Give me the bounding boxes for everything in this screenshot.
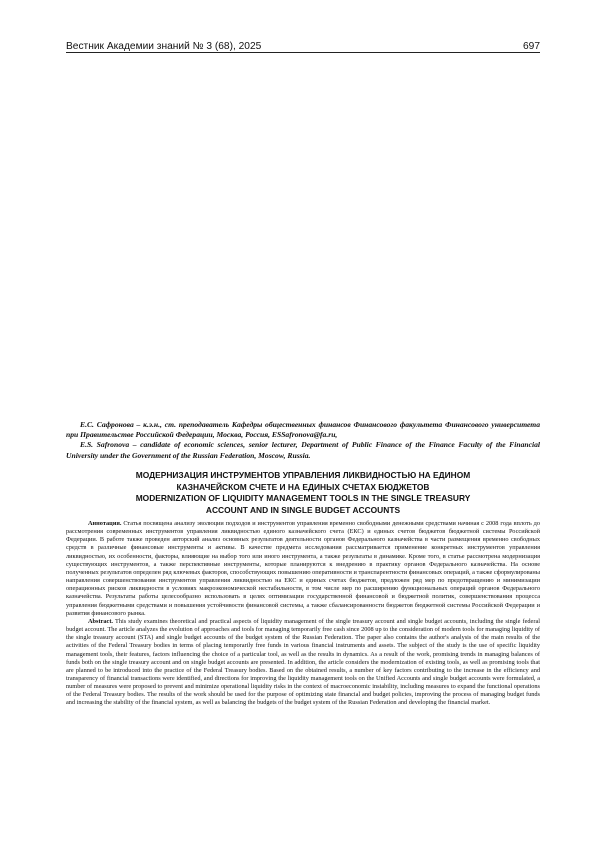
abstract-en-label: Abstract.	[88, 617, 114, 625]
page-number: 697	[523, 41, 540, 52]
abstract-ru-text: Статья посвящена анализу эволюции подходов и инструментов управления временно свободными денежными средствами начиная с 2008 года вплоть до рассмотрения современных инструментов управления ликвидностью единого казначейского счета (ЕКС) и единых счетов бюджетов бюджетной системы Российской Федерации. В работе также проведен авторский анализ основных результатов деятельности органов Федерального казначейства в части размещения временно свободных средств в различные финансовые инструменты и активы. В качестве предмета исследования рассматривается применение конкретных инструментов управления ликвидностью, их особенности, факторы, влияющие на выбор того или иного инструмента, а также результаты в динамике. Кроме того, в статье рассмотрена модернизация существующих инструментов, а также перспективные инструменты, которые планируются к внедрению в практику органов Федерального казначейства. На основе полученных результатов определен ряд ключевых факторов, способствующих повышению оперативности и транспарентности финансовых операций, а также сформулированы направления совершенствования инструментов управления ликвидностью на ЕКС и единых счетах бюджетов, предложен ряд мер по предотвращению и минимизации операционных рисков ликвидности в условиях макроэкономической нестабильности, в том числе мер по расширению функциональных операций органов Федерального казначейства. Результаты работы целесообразно использовать в целях оптимизации государственной финансовой и бюджетной политик, совершенствования процесса управления бюджетными средствами и повышения устойчивости финансовой системы, а также сбалансированности бюджетов бюджетной системы Российской Федерации и развития финансового рынка.	[66, 520, 540, 617]
abstract-ru	[66, 520, 540, 618]
abstract-en-text: This study examines theoretical and practical aspects of liquidity management of the single treasury account and single budget accounts, including the single federal budget account. The article analyzes the evolution of approaches and tools for managing temporarily free cash since 2008 up to the consideration of modern tools for managing liquidity of the single treasury account (STA) and single budget accounts of the budget system of the Russian Federation. The paper also contains the author's analysis of the main results of the activities of the Federal Treasury bodies in terms of placing temporarily free funds in various financial instruments and assets. The subject of the study is the use of specific liquidity management tools, their features, factors influencing the choice of a particular tool, as well as the results in dynamics. As a result of the work, promising trends in managing balances of funds both on the single treasury account and on single budget accounts are presented. In addition, the article considers the modernization of existing tools, as well as promising tools that are planned to be introduced into the practice of the Federal Treasury bodies. Based on the obtained results, a number of key factors contributing to the increase in the efficiency and transparency of financial transactions were identified, and directions for improving the liquidity management tools on the Unified Accounts and single budget accounts were formulated, a number of measures were proposed to prevent and minimize operational liquidity risks in the context of macroeconomic instability, including measures to expand the functional operations of the Federal Treasury bodies. The results of the work should be used for the purpose of optimizing state financial and budget policies, improving the process of managing budget funds and increasing the stability of the financial system, as well as balancing the budgets of the budget system of the Russian Federation and developing the financial market.	[66, 617, 540, 707]
header-divider	[66, 52, 540, 53]
title-ru-line-1: МОДЕРНИЗАЦИЯ ИНСТРУМЕНТОВ УПРАВЛЕНИЯ ЛИКВИДНОСТЬЮ НА ЕДИНОМ	[135, 470, 471, 480]
abstract-en	[66, 618, 540, 708]
title-ru-line-2: КАЗНАЧЕЙСКОМ СЧЕТЕ И НА ЕДИНЫХ СЧЕТАХ БЮДЖЕТОВ	[176, 481, 430, 492]
abstract-block	[66, 520, 540, 708]
journal-title: Вестник Академии знаний № 3 (68), 2025	[66, 41, 262, 52]
author-info-ru: Е.С. Сафронова – к.э.н., ст. преподаватель Кафедры общественных финансов Финансового факультета Финансового университета при Правительстве Российской Федерации, Москва, Россия, ESSafronova@fa.ru,	[66, 420, 540, 440]
article-title	[66, 470, 540, 516]
title-en-line-1: MODERNIZATION OF LIQUIDITY MANAGEMENT TOOLS IN THE SINGLE TREASURY	[135, 493, 471, 504]
running-header	[66, 38, 540, 52]
title-en-line-2: ACCOUNT AND IN SINGLE BUDGET ACCOUNTS	[205, 504, 401, 515]
abstract-ru-label: Аннотация.	[88, 520, 122, 527]
author-info	[66, 420, 540, 461]
author-info-en: E.S. Safronova – candidate of economic sciences, senior lecturer, Department of Public Finance of the Finance Faculty of the Financial University under the Government of the Russian Federation, Moscow, Russia.	[66, 440, 540, 460]
